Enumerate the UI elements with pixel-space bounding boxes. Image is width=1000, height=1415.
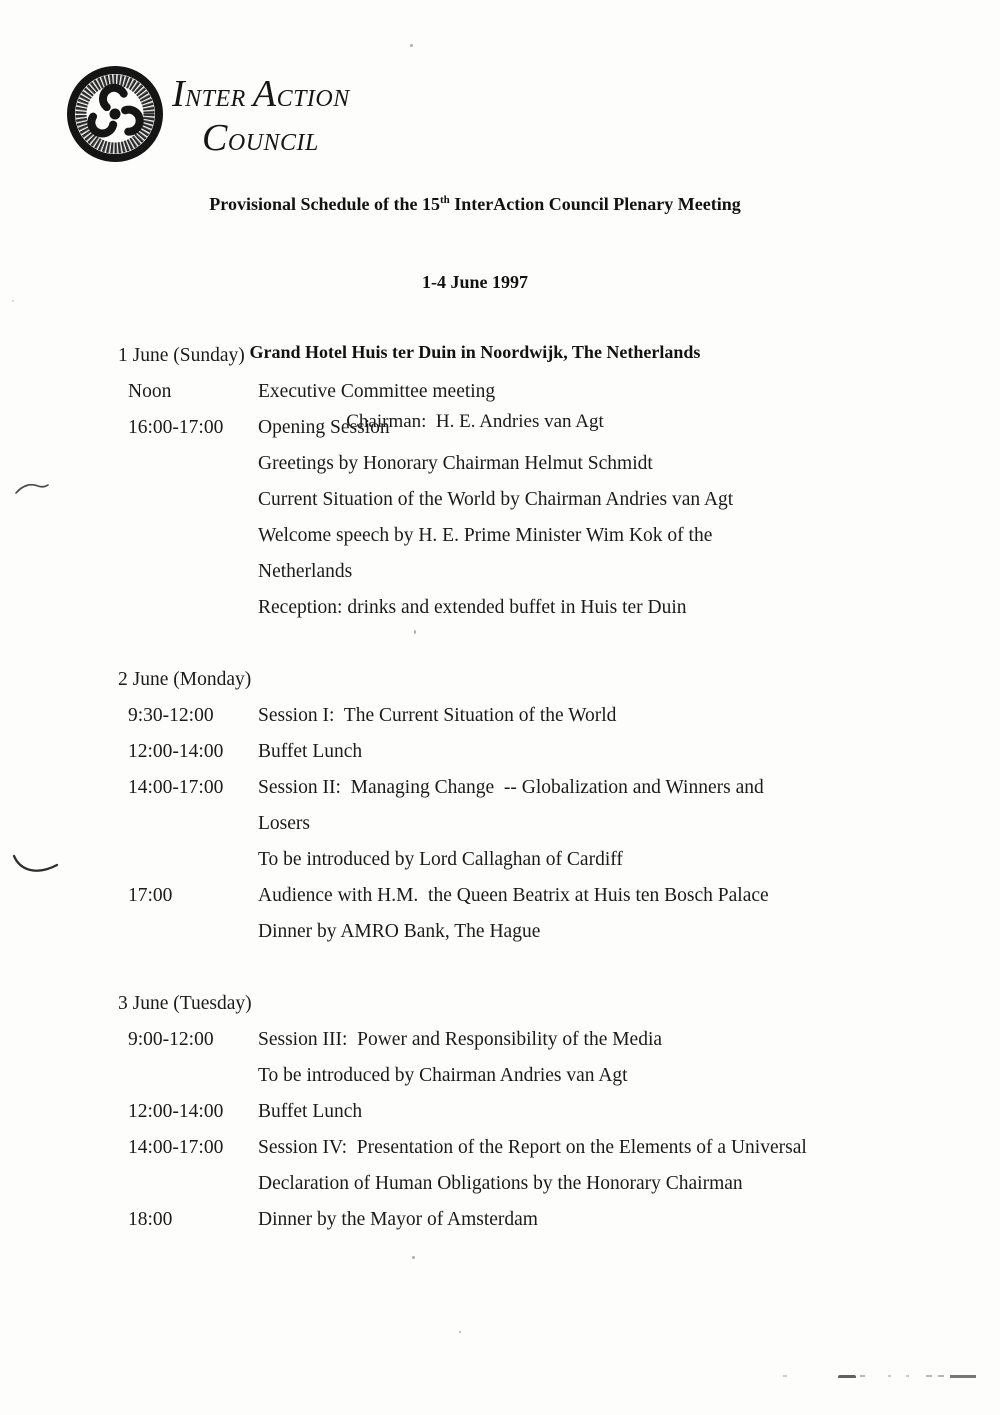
event-text: Buffet Lunch bbox=[258, 741, 363, 762]
time-cell: 12:00-14:00 bbox=[128, 741, 224, 762]
day-heading: 2 June (Monday) bbox=[118, 669, 252, 690]
day-heading: 1 June (Sunday) bbox=[118, 345, 245, 366]
scan-dash bbox=[926, 1375, 932, 1377]
time-cell bbox=[118, 806, 258, 842]
scan-speck bbox=[459, 1331, 461, 1333]
schedule-row bbox=[118, 770, 964, 806]
wordmark-text: I bbox=[172, 73, 186, 115]
schedule-row bbox=[118, 554, 964, 590]
event-text: Audience with H.M. the Queen Beatrix at Huis ten Bosch Palace bbox=[258, 885, 769, 906]
scan-speck bbox=[410, 44, 413, 47]
schedule-row bbox=[118, 518, 964, 554]
schedule-row bbox=[118, 374, 964, 410]
time-cell: 18:00 bbox=[128, 1209, 173, 1230]
ordinal-superscript: th bbox=[439, 194, 450, 206]
schedule-row bbox=[118, 1094, 964, 1130]
event-text: Losers bbox=[258, 813, 310, 834]
schedule-row bbox=[118, 1202, 964, 1238]
scan-dash bbox=[906, 1375, 909, 1377]
time-cell: Noon bbox=[128, 381, 172, 402]
schedule-row bbox=[118, 482, 964, 518]
schedule-row bbox=[118, 806, 964, 842]
title-text: InterAction Council Plenary Meeting bbox=[449, 194, 741, 214]
time-cell bbox=[118, 842, 258, 878]
event-text: Declaration of Human Obligations by the Honorary Chairman bbox=[258, 1173, 743, 1194]
wordmark-text: OUNCIL bbox=[227, 130, 319, 156]
scan-dash bbox=[860, 1375, 865, 1377]
scan-dash bbox=[938, 1375, 944, 1377]
time-cell: 9:30-12:00 bbox=[128, 705, 214, 726]
wordmark-text: A bbox=[252, 73, 277, 115]
time-cell bbox=[118, 1058, 258, 1094]
scan-dash bbox=[888, 1375, 891, 1377]
document-title bbox=[60, 191, 890, 217]
scan-dash-artifacts bbox=[780, 1372, 980, 1380]
time-cell: 14:00-17:00 bbox=[128, 777, 224, 798]
schedule-row bbox=[118, 914, 964, 950]
event-text: Greetings by Honorary Chairman Helmut Schmidt bbox=[258, 453, 653, 474]
pen-swoosh-icon bbox=[12, 850, 60, 882]
event-text: Reception: drinks and extended buffet in Huis ter Duin bbox=[258, 597, 687, 618]
event-text: Dinner by the Mayor of Amsterdam bbox=[258, 1209, 538, 1230]
scan-speck bbox=[414, 630, 416, 634]
time-cell: 17:00 bbox=[128, 885, 173, 906]
time-cell bbox=[118, 914, 258, 950]
logo-wordmark bbox=[172, 72, 350, 166]
event-text: Dinner by AMRO Bank, The Hague bbox=[258, 921, 541, 942]
interaction-council-logo-icon bbox=[62, 64, 168, 164]
time-cell bbox=[118, 590, 258, 626]
schedule-row bbox=[118, 842, 964, 878]
schedule-row bbox=[118, 698, 964, 734]
schedule-row bbox=[118, 410, 964, 446]
title-text: Provisional Schedule of the 15 bbox=[209, 194, 440, 214]
pen-checkmark-icon bbox=[14, 478, 50, 500]
scan-speck bbox=[412, 1256, 415, 1259]
event-text: Session I: The Current Situation of the World bbox=[258, 705, 617, 726]
schedule-row bbox=[118, 1130, 964, 1166]
day-heading: 3 June (Tuesday) bbox=[118, 993, 252, 1014]
schedule-row bbox=[118, 590, 964, 626]
time-cell bbox=[118, 446, 258, 482]
event-text: To be introduced by Lord Callaghan of Cardiff bbox=[258, 849, 623, 870]
schedule-row bbox=[118, 734, 964, 770]
day-section-2-june bbox=[118, 662, 964, 950]
event-text: Executive Committee meeting bbox=[258, 381, 496, 402]
day-section-1-june bbox=[118, 338, 964, 626]
schedule-row bbox=[118, 878, 964, 914]
scan-dash bbox=[838, 1375, 856, 1378]
wordmark-text: C bbox=[202, 117, 228, 159]
wordmark-line-interaction bbox=[172, 72, 350, 124]
wordmark-text: NTER bbox=[185, 86, 246, 112]
time-cell: 16:00-17:00 bbox=[128, 417, 224, 438]
chairman-line: Chairman: H. E. Andries van Agt bbox=[346, 411, 604, 432]
schedule-row bbox=[118, 446, 964, 482]
scan-dash bbox=[783, 1375, 787, 1377]
scan-dash bbox=[950, 1375, 976, 1378]
time-cell: 9:00-12:00 bbox=[128, 1029, 214, 1050]
event-text: Buffet Lunch bbox=[258, 1101, 363, 1122]
schedule bbox=[118, 338, 964, 1238]
event-text: Opening Session bbox=[258, 417, 390, 438]
time-cell bbox=[118, 554, 258, 590]
schedule-row bbox=[118, 1058, 964, 1094]
time-cell: 12:00-14:00 bbox=[128, 1101, 224, 1122]
schedule-row bbox=[118, 1022, 964, 1058]
event-text: Session IV: Presentation of the Report on the Elements of a Universal bbox=[258, 1137, 807, 1158]
event-text: Current Situation of the World by Chairman Andries van Agt bbox=[258, 489, 734, 510]
time-cell bbox=[118, 482, 258, 518]
schedule-row bbox=[118, 1166, 964, 1202]
event-text: Session III: Power and Responsibility of the Media bbox=[258, 1029, 663, 1050]
day-section-3-june bbox=[118, 986, 964, 1238]
meeting-venue: Grand Hotel Huis ter Duin in Noordwijk, The Netherlands bbox=[249, 342, 701, 362]
event-text: To be introduced by Chairman Andries van Agt bbox=[258, 1065, 628, 1086]
time-cell: 14:00-17:00 bbox=[128, 1137, 224, 1158]
time-cell bbox=[118, 518, 258, 554]
event-text: Welcome speech by H. E. Prime Minister Wim Kok of the bbox=[258, 525, 713, 546]
meeting-dates: 1-4 June 1997 bbox=[421, 272, 528, 292]
event-text: Session II: Managing Change -- Globalization and Winners and bbox=[258, 777, 764, 798]
scan-speck bbox=[12, 300, 14, 302]
event-text: Netherlands bbox=[258, 561, 353, 582]
time-cell bbox=[118, 1166, 258, 1202]
wordmark-text: CTION bbox=[276, 86, 350, 112]
